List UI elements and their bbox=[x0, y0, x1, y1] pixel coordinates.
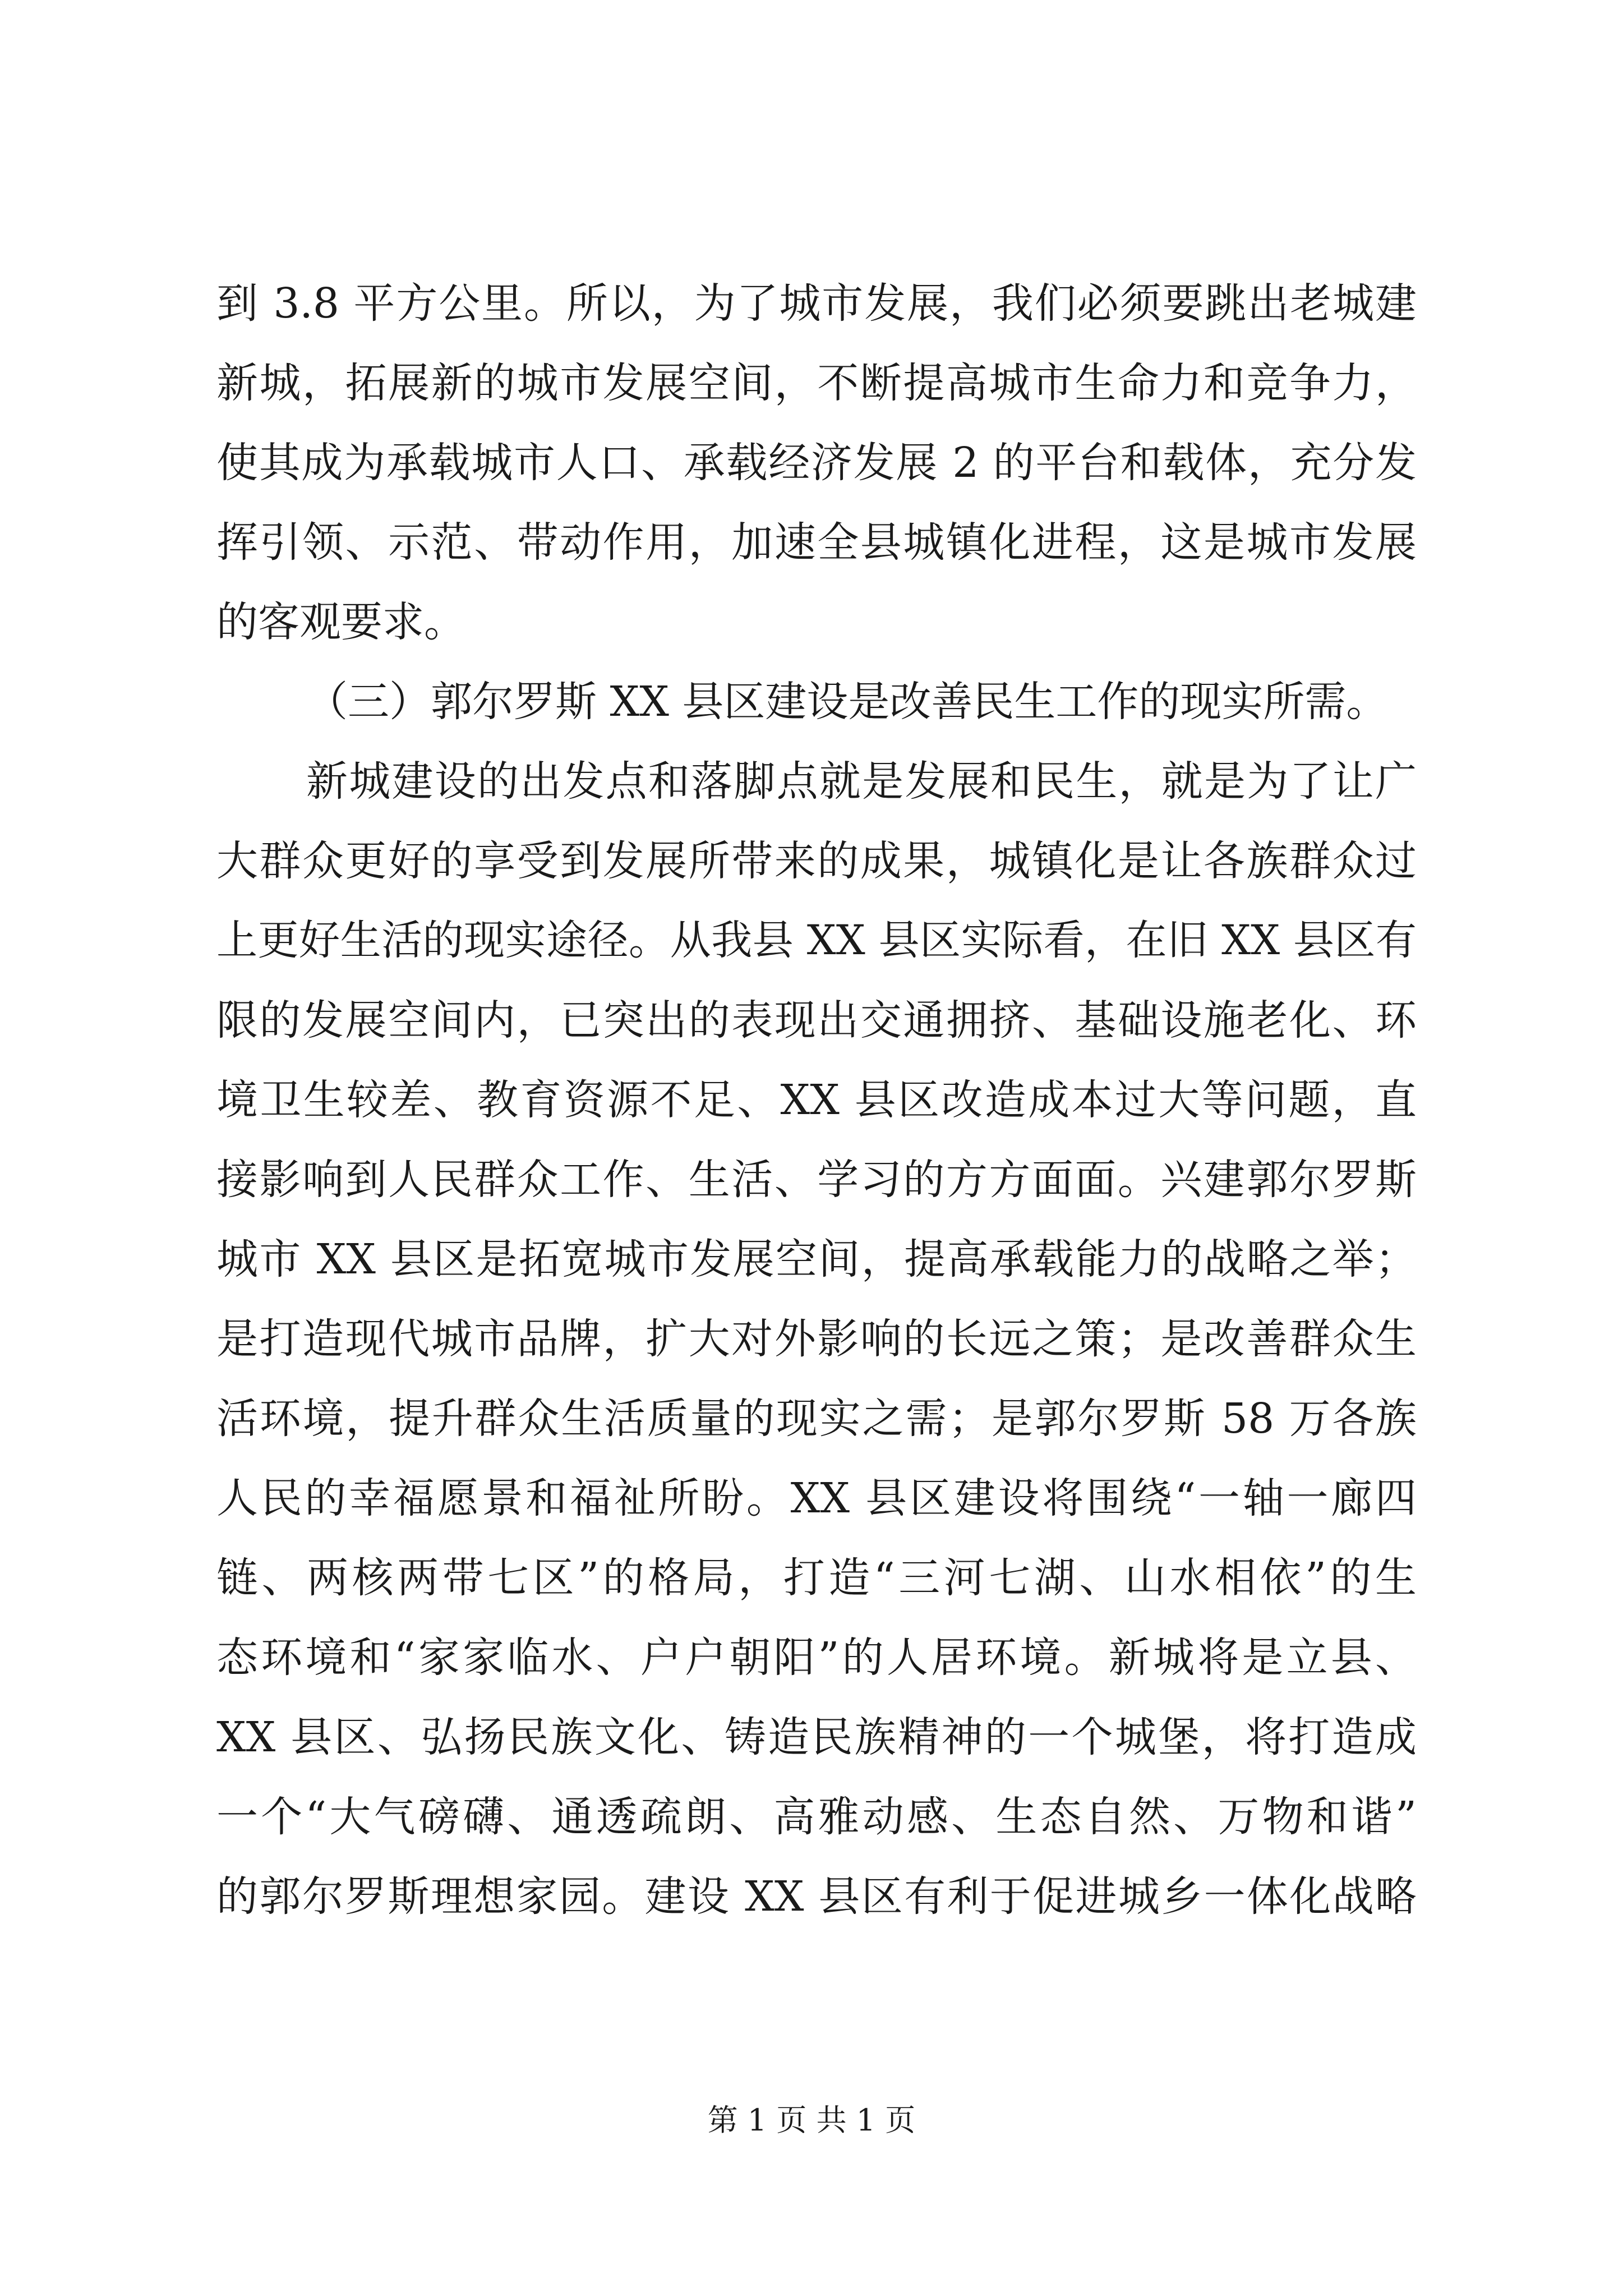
text-line: 是打造现代城市品牌，扩大对外影响的长远之策；是改善群众生 bbox=[216, 1315, 1417, 1363]
text-line: 一个“大气磅礴、通透疏朗、高雅动感、生态自然、万物和谐” bbox=[216, 1793, 1417, 1841]
page-footer bbox=[0, 2098, 1623, 2143]
text-line: 上更好生活的现实途径。从我县 XX 县区实际看，在旧 XX 县区有 bbox=[216, 917, 1417, 964]
text-line: 活环境，提升群众生活质量的现实之需；是郭尔罗斯 58 万各族 bbox=[216, 1395, 1417, 1443]
section-heading: （三）郭尔罗斯 XX 县区建设是改善民生工作的现实所需。 bbox=[306, 678, 1388, 726]
text-line: 的客观要求。 bbox=[216, 598, 465, 646]
page-number: 第 1 页 共 1 页 bbox=[707, 2102, 916, 2138]
text-line: 限的发展空间内，已突出的表现出交通拥挤、基础设施老化、环 bbox=[216, 996, 1417, 1045]
text-line: 到 3.8 平方公里。所以，为了城市发展，我们必须要跳出老城建 bbox=[216, 279, 1417, 328]
text-line: 接影响到人民群众工作、生活、学习的方方面面。兴建郭尔罗斯 bbox=[216, 1156, 1417, 1204]
text-line: 的郭尔罗斯理想家园。建设 XX 县区有利于促进城乡一体化战略 bbox=[216, 1872, 1417, 1921]
text-line: 链、两核两带七区”的格局，打造“三河七湖、山水相依”的生 bbox=[216, 1554, 1417, 1602]
text-line: 挥引领、示范、带动作用，加速全县城镇化进程，这是城市发展 bbox=[216, 518, 1417, 567]
text-line: 人民的幸福愿景和福祉所盼。XX 县区建设将围绕“一轴一廊四 bbox=[216, 1474, 1417, 1522]
text-line: 境卫生较差、教育资源不足、XX 县区改造成本过大等问题，直 bbox=[216, 1076, 1417, 1124]
body-text bbox=[216, 264, 1417, 1936]
text-line: 城市 XX 县区是拓宽城市发展空间，提高承载能力的战略之举； bbox=[216, 1235, 1417, 1283]
text-line: 使其成为承载城市人口、承载经济发展 2 的平台和载体，充分发 bbox=[216, 439, 1417, 487]
text-line: 新城建设的出发点和落脚点就是发展和民生，就是为了让广 bbox=[306, 757, 1417, 806]
text-line: XX 县区、弘扬民族文化、铸造民族精神的一个城堡，将打造成 bbox=[216, 1713, 1417, 1761]
text-line: 大群众更好的享受到发展所带来的成果，城镇化是让各族群众过 bbox=[216, 837, 1417, 885]
text-line: 新城，拓展新的城市发展空间，不断提高城市生命力和竞争力， bbox=[216, 359, 1417, 407]
text-line: 态环境和“家家临水、户户朝阳”的人居环境。新城将是立县、 bbox=[216, 1634, 1417, 1682]
